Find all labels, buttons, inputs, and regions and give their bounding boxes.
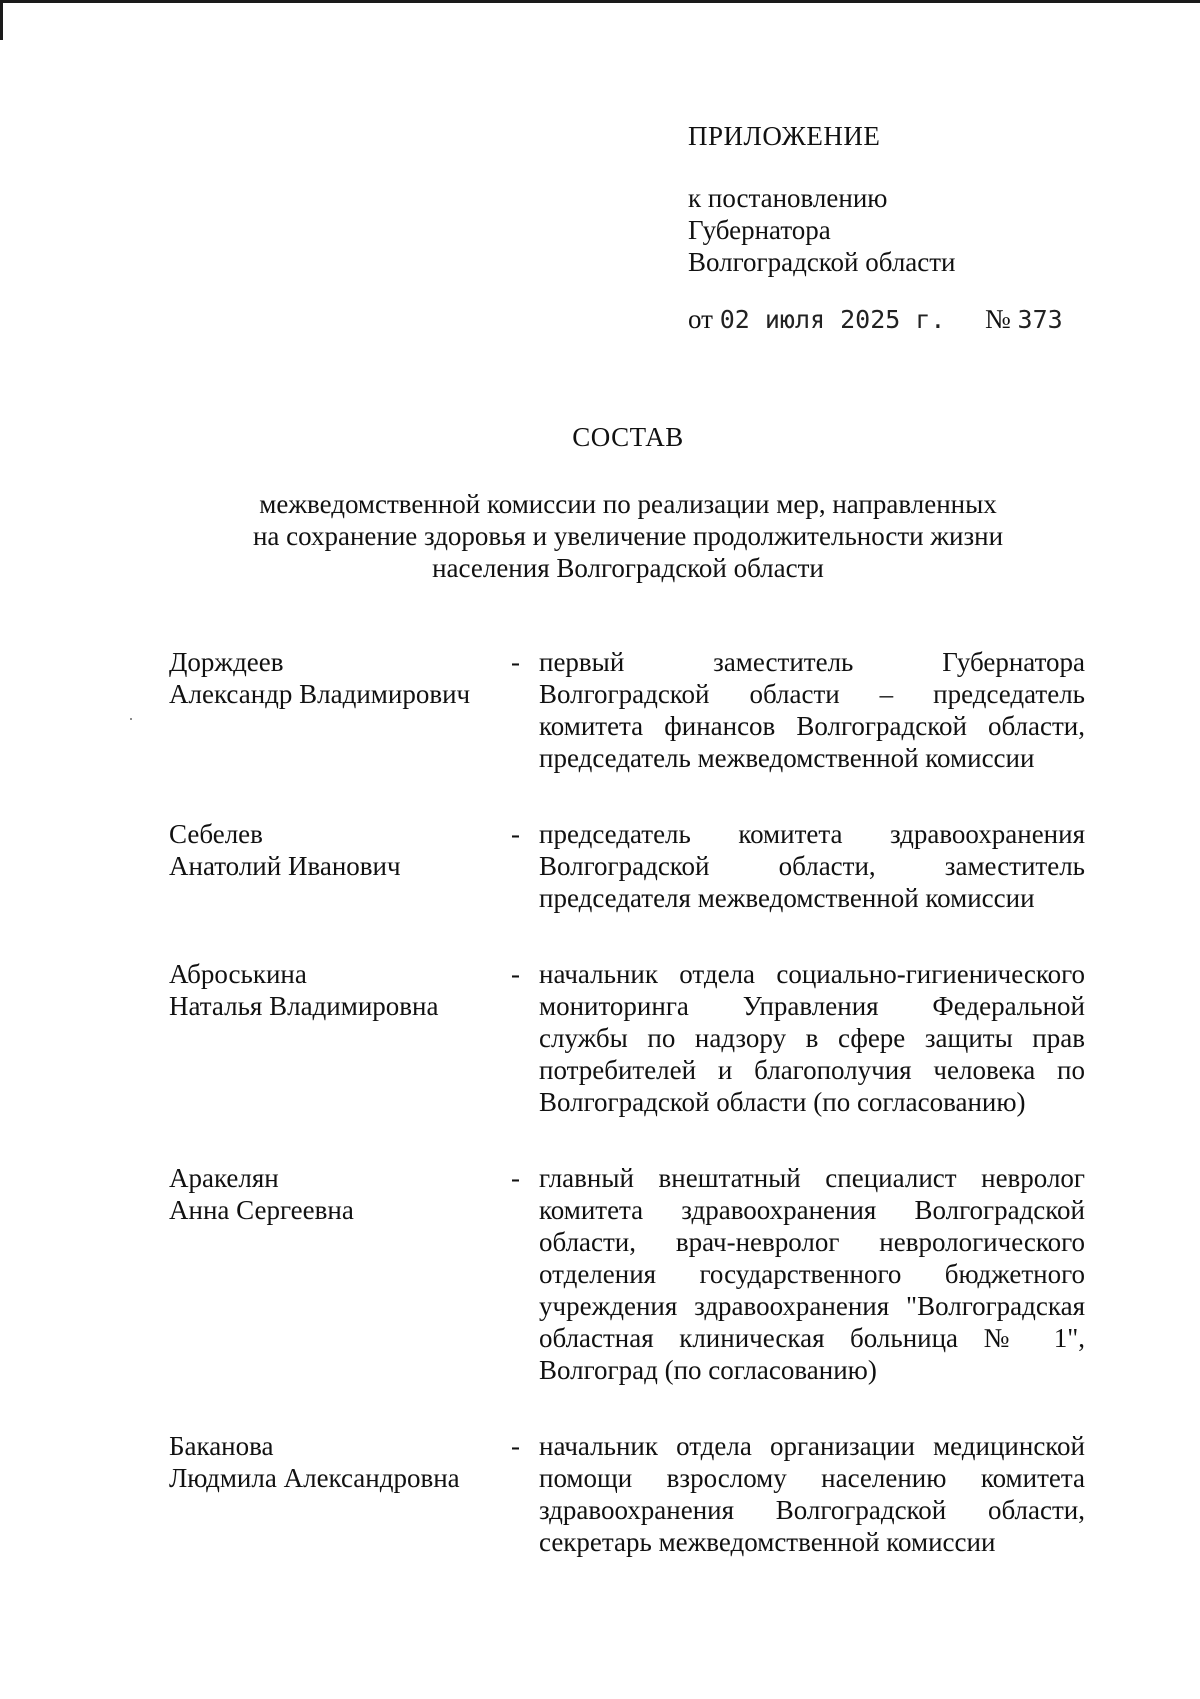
member-surname: Себелев — [169, 819, 263, 849]
member-given-name: Анатолий Иванович — [169, 851, 401, 881]
member-surname: Дорждеев — [169, 647, 284, 677]
appendix-reference — [688, 182, 956, 278]
member-dash: - — [511, 959, 520, 989]
members-list — [169, 646, 1085, 1602]
document-heading: СОСТАВ — [572, 422, 684, 452]
scan-edge-left — [0, 0, 3, 40]
appendix-reference-line: к постановлению — [688, 183, 888, 213]
member-entry — [169, 646, 1085, 774]
decree-number — [985, 304, 1063, 335]
member-given-name: Людмила Александровна — [169, 1463, 460, 1493]
scan-edge-top — [0, 0, 1200, 3]
member-entry — [169, 818, 1085, 914]
member-role: начальник отдела социально-гигиенического мониторинга Управления Федеральной службы по надзору в сфере защиты прав потребителей и благополучия человека по Волгоградской области (по согласованию) — [539, 959, 1085, 1117]
member-entry — [169, 1430, 1085, 1558]
member-name — [169, 818, 509, 914]
member-name — [169, 1430, 509, 1558]
document-subheading — [200, 488, 1056, 584]
appendix-reference-line: Губернатора — [688, 215, 831, 245]
subheading-line: населения Волгоградской области — [432, 553, 824, 583]
member-surname: Аброськина — [169, 959, 307, 989]
member-name — [169, 958, 509, 1118]
member-entry — [169, 958, 1085, 1118]
member-surname: Аракелян — [169, 1163, 279, 1193]
member-dash: - — [511, 1431, 520, 1461]
member-dash: - — [511, 819, 520, 849]
member-dash: - — [511, 647, 520, 677]
member-role: начальник отдела организации медицинской помощи взрослому населению комитета здравоохранения Волгоградской области, секретарь межведомственной комиссии — [539, 1431, 1085, 1557]
number-value: 373 — [1017, 305, 1063, 334]
number-prefix: № — [985, 304, 1011, 334]
date-value: 02 июля 2025 г. — [719, 305, 946, 334]
member-given-name: Наталья Владимировна — [169, 991, 439, 1021]
date-prefix: от — [688, 304, 713, 334]
appendix-title: ПРИЛОЖЕНИЕ — [688, 121, 881, 151]
member-role: главный внештатный специалист невролог комитета здравоохранения Волгоградской области, врач-невролог неврологического отделения государственного бюджетного учреждения здравоохранения "Волгоградская областная клиническая больница № 1", Волгоград (по согласованию) — [539, 1163, 1085, 1385]
member-entry — [169, 1162, 1085, 1386]
member-given-name: Анна Сергеевна — [169, 1195, 354, 1225]
scan-speck — [130, 718, 132, 720]
member-dash: - — [511, 1163, 520, 1193]
subheading-line: межведомственной комиссии по реализации мер, направленных — [259, 489, 997, 519]
member-surname: Баканова — [169, 1431, 274, 1461]
appendix-block — [688, 120, 956, 278]
member-given-name: Александр Владимирович — [169, 679, 471, 709]
member-role: председатель комитета здравоохранения Волгоградской области, заместитель председателя межведомственной комиссии — [539, 819, 1085, 913]
appendix-reference-line: Волгоградской области — [688, 247, 956, 277]
decree-date — [688, 304, 945, 335]
member-role: первый заместитель Губернатора Волгоградской области – председатель комитета финансов Волгоградской области, председатель межведомственной комиссии — [539, 647, 1085, 773]
subheading-line: на сохранение здоровья и увеличение продолжительности жизни — [252, 521, 1004, 551]
member-name — [169, 1162, 509, 1386]
member-name — [169, 646, 509, 774]
